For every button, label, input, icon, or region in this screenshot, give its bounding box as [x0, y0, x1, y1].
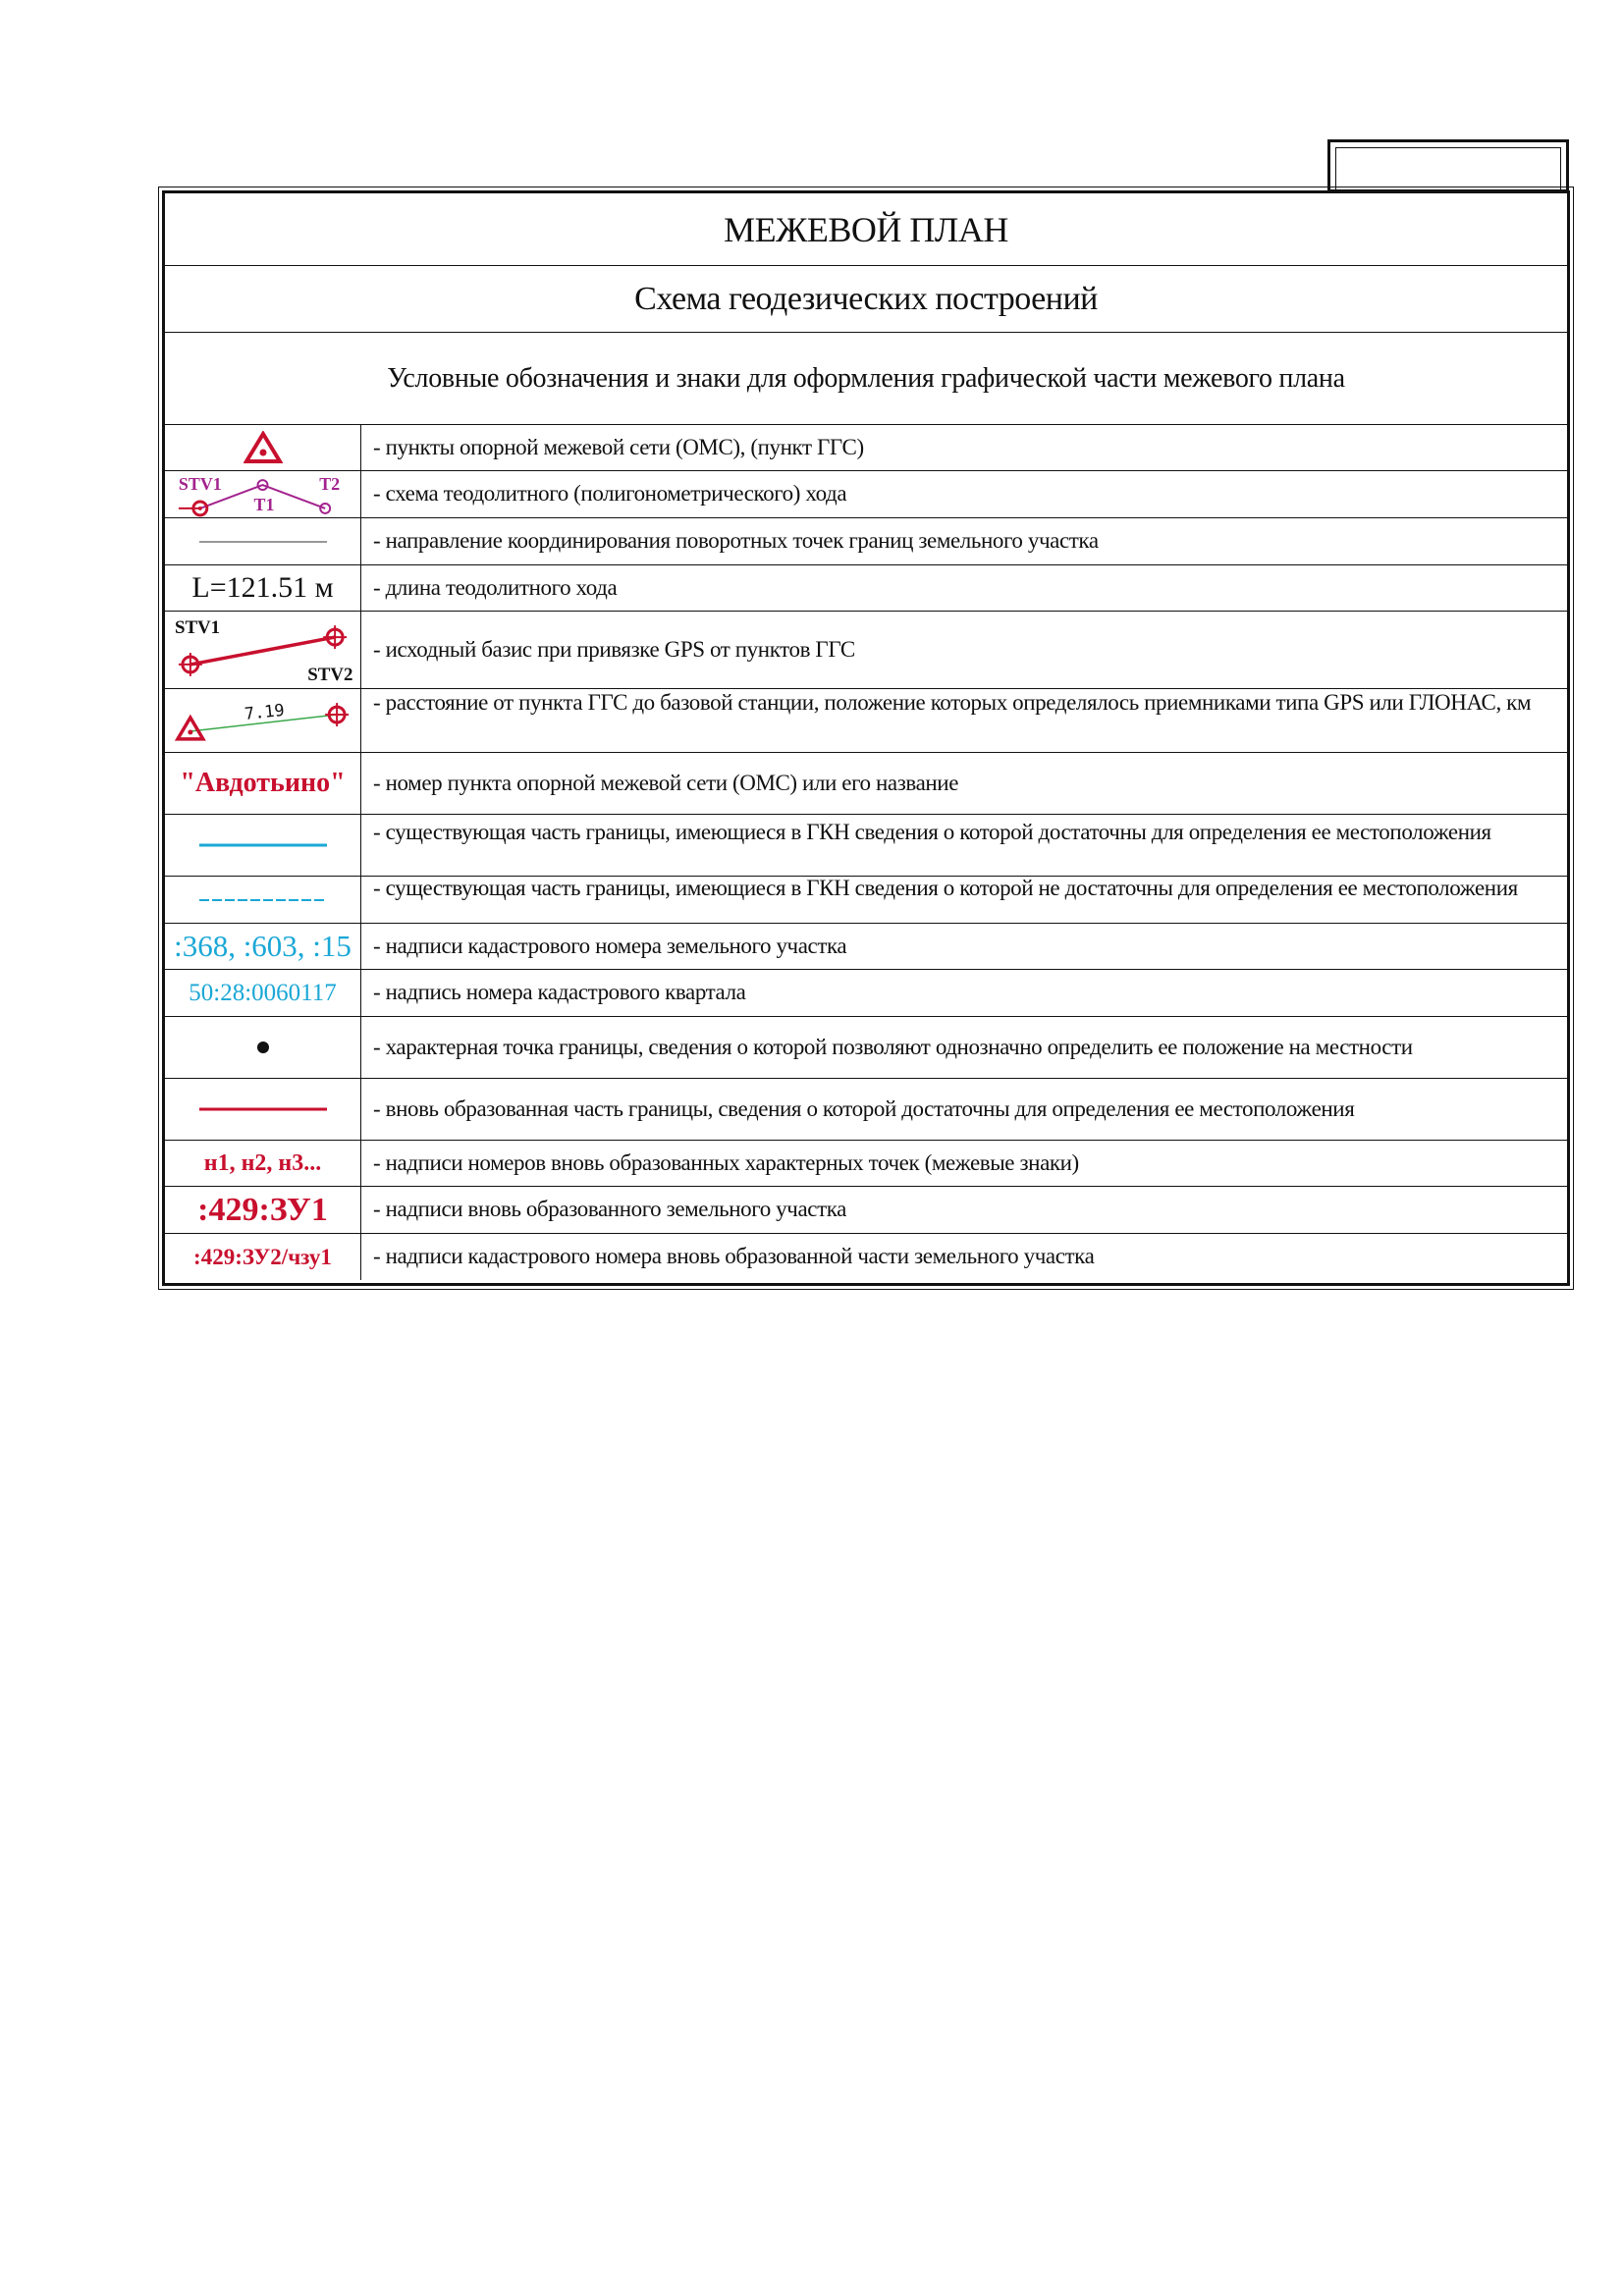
traverse-length-label: L=121.51 м — [165, 565, 361, 611]
legend-row — [165, 877, 1567, 924]
legend-description: - вновь образованная часть границы, сведения о которой достаточны для определения ее местоположения — [373, 1095, 1355, 1121]
legend-row — [165, 924, 1567, 970]
cadastral-number-labels: :368, :603, :15 — [165, 924, 361, 969]
legend-symbol — [165, 425, 361, 470]
legend-description: - надписи кадастрового номера земельного участка — [373, 933, 847, 958]
legend-symbol — [165, 877, 361, 923]
legend-description: - схема теодолитного (полигонометрического) хода — [373, 481, 847, 507]
legend-row — [165, 518, 1567, 565]
legend-description: - существующая часть границы, имеющиеся в ГКН сведения о которой достаточны для определения ее местоположения — [373, 820, 1491, 844]
legend-symbol — [165, 612, 361, 688]
legend-row — [165, 1187, 1567, 1234]
legend-row — [165, 689, 1567, 753]
document-subtitle: Схема геодезических построений — [165, 266, 1567, 333]
new-plot-part-label: :429:ЗУ2/чзу1 — [165, 1234, 361, 1280]
legend-description: - надпись номера кадастрового квартала — [373, 980, 746, 1005]
boundary-plan-legend-sheet — [162, 190, 1570, 1286]
ggs-distance-icon — [165, 689, 360, 752]
oms-point-name: "Авдотьино" — [165, 753, 361, 814]
legend-row — [165, 815, 1567, 877]
legend-row — [165, 612, 1567, 689]
legend-row — [165, 1017, 1567, 1079]
new-point-number-labels: н1, н2, н3... — [165, 1141, 361, 1186]
traverse-start-label: STV1 — [178, 473, 222, 494]
legend-description: - пункты опорной межевой сети (ОМС), (пункт ГГС) — [373, 434, 864, 459]
legend-symbol — [165, 471, 361, 517]
legend-description: - номер пункта опорной межевой сети (ОМС) или его название — [373, 770, 959, 795]
legend-row — [165, 565, 1567, 612]
legend-description: - длина теодолитного хода — [373, 574, 618, 600]
legend-description: - существующая часть границы, имеющиеся в ГКН сведения о которой не достаточны для определения ее местоположения — [373, 877, 1518, 900]
black-dot-icon — [255, 1040, 271, 1055]
document-title: МЕЖЕВОЙ ПЛАН — [165, 193, 1567, 266]
legend-symbol — [165, 1079, 361, 1140]
legend-symbol — [165, 1017, 361, 1078]
traverse-middle-label: T1 — [253, 494, 275, 514]
legend-row — [165, 753, 1567, 815]
legend-description: - надписи номеров вновь образованных характерных точек (межевые знаки) — [373, 1149, 1079, 1175]
cyan-dashed-line-icon — [199, 895, 327, 905]
cyan-solid-line-icon — [199, 840, 327, 850]
gps-baseline-icon — [165, 612, 360, 688]
legend-row — [165, 970, 1567, 1017]
legend-description: - исходный базис при привязке GPS от пунктов ГГС — [373, 636, 855, 662]
legend-caption: Условные обозначения и знаки для оформления графической части межевого плана — [165, 333, 1567, 425]
traverse-end-label: T2 — [319, 473, 341, 494]
legend-symbol — [165, 815, 361, 876]
legend-row — [165, 1079, 1567, 1141]
legend-description: - надписи вновь образованного земельного участка — [373, 1197, 846, 1222]
baseline-end-label: STV2 — [307, 664, 353, 685]
sheet-number-box — [1327, 139, 1569, 192]
thin-gray-line-icon — [199, 537, 327, 547]
legend-description: - надписи кадастрового номера вновь образованной части земельного участка — [373, 1244, 1095, 1269]
red-triangle-icon — [243, 431, 283, 464]
legend-symbol — [165, 518, 361, 564]
legend-row — [165, 471, 1567, 518]
cadastral-quarter-label: 50:28:0060117 — [165, 970, 361, 1016]
distance-value-label: 7.19 — [243, 699, 286, 723]
legend-row — [165, 1234, 1567, 1280]
legend-symbol — [165, 689, 361, 752]
legend-row — [165, 425, 1567, 471]
baseline-start-label: STV1 — [174, 616, 221, 638]
new-land-plot-label: :429:ЗУ1 — [165, 1187, 361, 1233]
legend-description: - расстояние от пункта ГГС до базовой станции, положение которых определялось приемниками типа GPS или ГЛОНАС, км — [373, 690, 1532, 715]
red-solid-line-icon — [199, 1104, 327, 1114]
traverse-scheme-icon — [165, 471, 360, 517]
legend-description: - направление координирования поворотных точек границ земельного участка — [373, 528, 1099, 554]
legend-row — [165, 1141, 1567, 1187]
legend-description: - характерная точка границы, сведения о которой позволяют однозначно определить ее положение на местности — [373, 1034, 1413, 1059]
